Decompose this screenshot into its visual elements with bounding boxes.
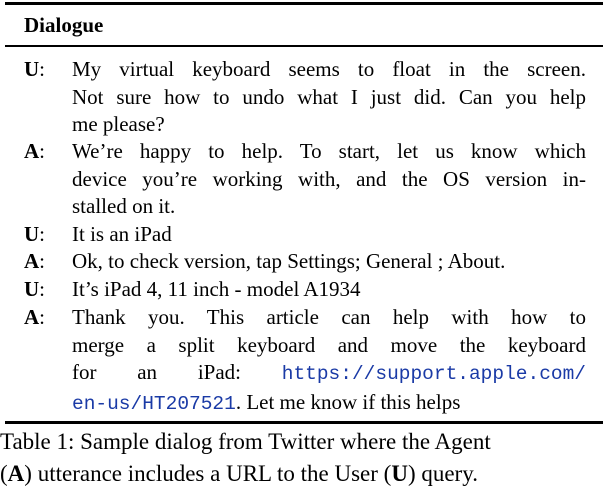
utterance-line: device you’re working with, and the OS version in- bbox=[72, 166, 586, 191]
speaker-label: A: bbox=[24, 305, 46, 329]
utterance-line: It is an iPad bbox=[72, 222, 172, 246]
utterance-line: My virtual keyboard seems to float in the screen. bbox=[72, 57, 586, 81]
utterance-text bbox=[72, 56, 586, 139]
caption-text: ) utterance includes a URL to the User ( bbox=[24, 461, 392, 486]
utterance-text bbox=[72, 138, 586, 221]
caption-line: Table 1: Sample dialog from Twitter where the Agent bbox=[0, 429, 491, 454]
utterance-line: merge a split keyboard and move the keyboard bbox=[72, 332, 586, 357]
speaker-label: U: bbox=[24, 277, 46, 301]
utterance-line: We’re happy to help. To start, let us know which bbox=[72, 139, 586, 163]
support-url-link-continued[interactable]: en-us/HT207521 bbox=[72, 392, 236, 415]
utterance-text bbox=[72, 304, 586, 418]
utterance-line bbox=[72, 359, 586, 389]
caption-user-symbol: U bbox=[391, 461, 408, 486]
utterance-line: It’s iPad 4, 11 inch - model A1934 bbox=[72, 277, 361, 301]
utterance-line-text: for an iPad: bbox=[72, 360, 282, 384]
utterance-text bbox=[72, 221, 586, 249]
utterance-line: Ok, to check version, tap Settings; General ; About. bbox=[72, 249, 506, 273]
caption-text: ) query. bbox=[407, 461, 478, 486]
table-caption bbox=[0, 426, 608, 490]
utterance-line-text: . Let me know if this helps bbox=[235, 389, 461, 414]
speaker-label: A: bbox=[24, 139, 46, 163]
caption-text: ( bbox=[0, 461, 8, 486]
support-url-link[interactable]: https://support.apple.com/ bbox=[281, 363, 586, 385]
table-top-rule bbox=[5, 2, 603, 5]
table-bottom-rule bbox=[5, 421, 603, 424]
caption-line bbox=[0, 458, 608, 490]
table-header-rule bbox=[5, 45, 603, 47]
caption-agent-symbol: A bbox=[7, 461, 25, 486]
utterance-line bbox=[72, 389, 586, 419]
table-header: Dialogue bbox=[24, 13, 104, 37]
speaker-label: U: bbox=[24, 57, 46, 81]
utterance-text bbox=[72, 248, 586, 276]
utterance-line: Thank you. This article can help with how to bbox=[72, 305, 586, 329]
utterance-line: me please? bbox=[72, 112, 165, 136]
speaker-label: U: bbox=[24, 222, 46, 246]
utterance-line: stalled on it. bbox=[72, 194, 176, 218]
utterance-text bbox=[72, 276, 586, 304]
speaker-label: A: bbox=[24, 249, 46, 273]
utterance-line: Not sure how to undo what I just did. Can you help bbox=[72, 84, 586, 109]
